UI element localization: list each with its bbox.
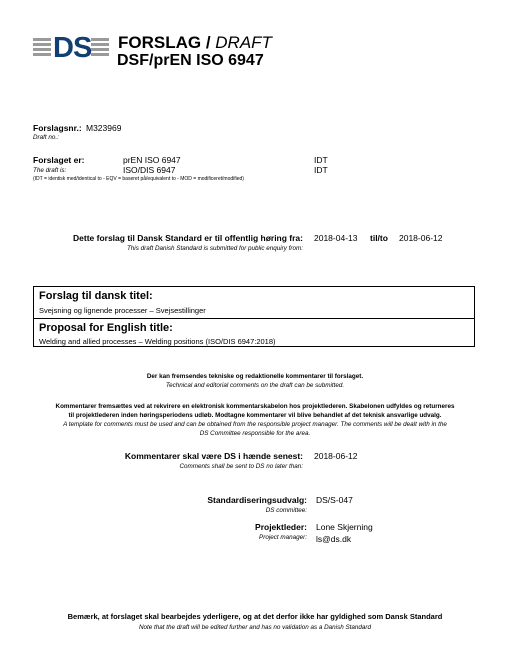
proposal-no-value: M323969 (86, 123, 122, 133)
english-title-heading: Proposal for English title: (39, 322, 173, 334)
title-draft: DRAFT (215, 33, 272, 52)
enquiry-to-label: til/to (370, 233, 388, 243)
ds-logo (33, 32, 108, 64)
danish-title-heading: Forslag til dansk titel: (39, 290, 153, 302)
enquiry-from-date: 2018-04-13 (314, 233, 358, 243)
manager-label: Projektleder: (255, 522, 307, 532)
comments-line1: Der kan fremsendes tekniske og redaktionelle kommentarer til forslaget. (146, 373, 364, 380)
logo-stripes-left (33, 38, 51, 60)
proposal-is-code: IDT (314, 155, 328, 165)
committee-value: DS/S-047 (316, 495, 353, 505)
enquiry-label: Dette forslag til Dansk Standard er til offentlig høring fra: (73, 233, 303, 243)
english-title: Welding and allied processes – Welding positions (ISO/DIS 6947:2018) (39, 337, 276, 346)
titles-divider (34, 318, 474, 319)
comments-line2a: Kommentarer fremsættes ved at rekvirere en elektronisk kommentarskabelon hos projektlederen. Skabelonen udfyldes og returneres (55, 403, 455, 410)
comments-line2b-en: DS Committee responsible for the area. (199, 430, 311, 437)
title-main: FORSLAG / (118, 33, 216, 52)
deadline-value: 2018-06-12 (314, 451, 358, 461)
draft-is-code: IDT (314, 165, 328, 175)
manager-email[interactable]: ls@ds.dk (316, 534, 352, 544)
identity-legend: (IDT = identisk med/identical to - EQV = baseret på/equivalent to - MOD = modificeret/modified) (33, 176, 244, 182)
manager-sublabel: Project manager: (259, 534, 307, 541)
proposal-is-value: prEN ISO 6947 (123, 155, 181, 165)
deadline-sublabel: Comments shall be sent to DS no later than: (179, 463, 303, 470)
deadline-label: Kommentarer skal være DS i hænde senest: (124, 451, 303, 461)
footer-note: Bemærk, at forslaget skal bearbejdes yderligere, og at det derfor ikke har gyldighed som Dansk Standard (67, 612, 443, 621)
standard-title: DSF/prEN ISO 6947 (117, 52, 264, 69)
titles-box (33, 286, 475, 347)
enquiry-to-date: 2018-06-12 (399, 233, 443, 243)
committee-label: Standardiseringsudvalg: (207, 495, 307, 505)
proposal-is-label: Forslaget er: (33, 155, 85, 165)
logo-text: DS (53, 32, 92, 64)
proposal-no-label: Forslagsnr.: (33, 123, 82, 133)
enquiry-sublabel: This draft Danish Standard is submitted for public enquiry from: (126, 245, 303, 252)
footer-note-en: Note that the draft will be edited further and has no validation as a Danish Standard (138, 624, 372, 631)
danish-title: Svejsning og lignende processer – Svejsestillinger (39, 306, 206, 315)
draft-is-value: ISO/DIS 6947 (123, 165, 176, 175)
draft-no-label: Draft no.: (33, 134, 59, 141)
draft-is-label: The draft is: (33, 167, 67, 174)
manager-name: Lone Skjerning (316, 522, 373, 532)
comments-line2a-en: A template for comments must be used and can be obtained from the responsible project manager. The comments will be dealt with in the (63, 421, 447, 428)
comments-line2b: til projektlederen inden høringsperiodens udløb. Modtagne kommentarer vil blive behandlet af det teknisk ansvarlige udvalg. (68, 412, 442, 419)
logo-stripes-right (91, 38, 109, 60)
document-title (118, 33, 272, 53)
committee-sublabel: DS committee: (265, 507, 307, 514)
comments-line1-en: Technical and editorial comments on the draft can be submitted. (165, 382, 345, 389)
